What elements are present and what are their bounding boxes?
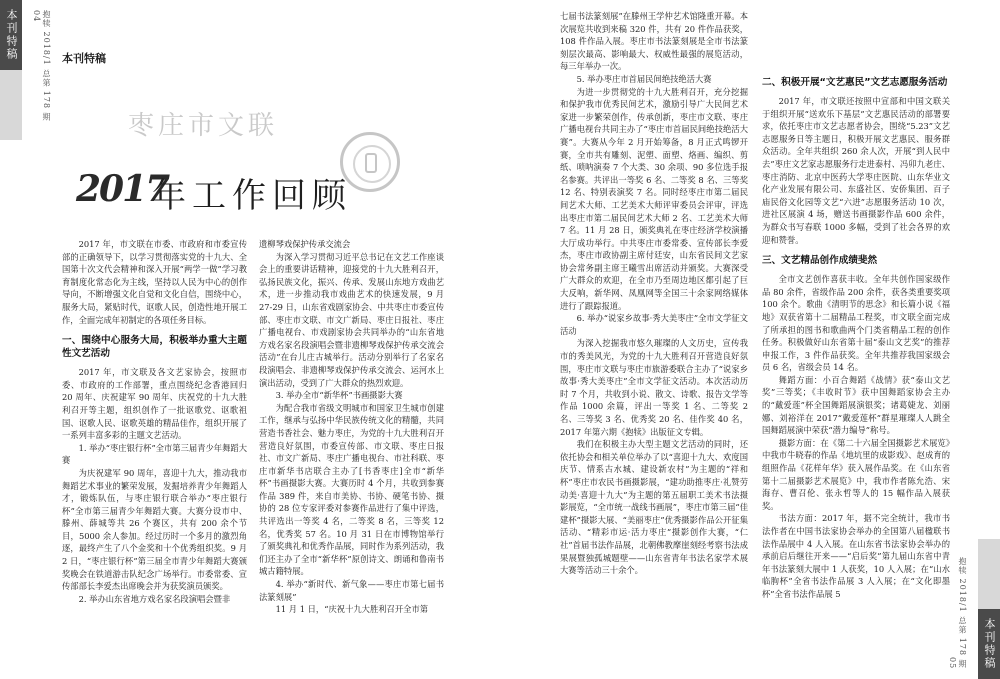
paragraph: 为配合我市省级文明城市和国家卫生城市创建工作，继承与弘扬中华民族传统文化的精髓，共同营造书香社会、魅力枣庄，为党的十九大胜利召开营造良好氛围，市委宣传部、市文联、枣庄日报社、市文广新局、枣庄广播电视台、市社科联、枣庄市新华书店联合主办了[书香枣庄]全市“新华杯”书画摄影大赛。大赛历时 4 个月，共收到参赛作品 389 件，来自市美协、书协、硬笔书协、摄协的 28 位专家评委对参赛作品进行了集中评选，共评选出一等奖 4 名，二等奖 8 名，三等奖 12 名，优秀奖 57 名。10 月 31 日在市博物馆举行了颁奖典礼和优秀作品展，同时作为系列活动，我们还主办了全市“新华杯”原创诗文、朗诵和鲁南书城古籍特展。 <box>259 402 444 577</box>
paragraph: 摄影方面：在《第二十六届全国摄影艺术展览》中我市牛晓春的作品《地坑里的成影戏》、赵成育的组照作品《花样年华》获入展作品奖。在《山东省第十二届摄影艺术展览》中，我市作者陈允浩、宋海存、曹召伦、张永哲等人的 15 幅作品入展获奖。 <box>762 437 950 511</box>
left-side-tab-label: 本刊特稿 <box>0 0 22 70</box>
paragraph: 全市文艺创作喜获丰收。全年共创作国家级作品 80 余件，省级作品 200 余件，获各类重要奖项 100 余个。歌曲《清明节的思念》和长篇小说《福地》双获省第十二届精品工程奖，市文联全面完成了所承担的图书和歌曲两个门类省精品工程的创作任务。积极做好山东省第十届“泰山文艺奖”的推荐申报工作，3 件作品获奖。全年共推荐我国家级会员 6 名，省级会员 14 名。 <box>762 274 950 373</box>
left-page-number: 04 <box>32 10 41 23</box>
column-label: 本刊特稿 <box>62 52 106 65</box>
section-heading-3: 三、文艺精品创作成绩斐然 <box>762 255 878 267</box>
paragraph: 2017 年，市文联及各文艺家协会，按照市委、市政府的工作部署，重点围绕纪念香港回归 20 周年、庆祝建军 90 周年、庆祝党的十九大胜利召开等主题，组织创作了一批讴歌党、讴歌祖国、讴歌人民、讴歌英雄的精品佳作，组织开展了一系列丰富多彩的主题文艺活动。 <box>62 367 247 441</box>
left-page-meta <box>32 10 52 130</box>
right-page-meta <box>948 549 968 669</box>
article-year: 2017 <box>76 168 169 210</box>
paragraph: 2017 年，市文联还按照中宣部和中国文联关于组织开展“送欢乐下基层”文艺惠民活动的部署要求，依托枣庄市文艺志愿者协会，围绕“5.23”文艺志愿服务日等主题日，积极开展文艺惠民、服务群众活动。全年共组织 260 余人次，开展“到人民中去”枣庄文艺家志愿服务行走进泰村、冯卯九老庄、枣庄消防、北京中医药大学枣庄医院、山东华业文化产业发展有限公司、东盛社区、安侨集团、百子庙民俗文化园等文艺“六进”志愿服务活动 10 次，进社区展演 4 场，赠送书画摄影作品 600 余件，为群众书写春联 1000 多幅，受到了社会各界的欢迎和赞誉。 <box>762 96 950 245</box>
sub-heading: 6. 举办“说家乡故事·秀大美枣庄”全市文学征文活动 <box>560 313 748 336</box>
sub-heading: 4. 举办“新时代、新气象——枣庄市第七届书法篆刻展” <box>259 579 444 602</box>
text-column-3 <box>560 10 748 665</box>
paragraph: 为深入学习贯彻习近平总书记在文艺工作座谈会上的重要讲话精神，迎接党的十九大胜利召开，弘扬民族文化，振兴、传承、发展山东地方戏曲艺术，进一步推动我市戏曲艺术的快速发展，9 月 27-29 日，山东省戏剧家协会、中共枣庄市委宣传部、枣庄市文联、市文广新局、枣庄日报社、枣庄广播电视台、市戏剧家协会共同举办的“山东省地方戏名家名段演唱会暨非遗柳琴戏保护传承交流会活动”在台儿庄古城举行。活动分别举行了名家名段演唱会、非遗柳琴戏保护传承交流会、运河水上演出活动，受到了广大群众的热烈欢迎。 <box>259 251 444 388</box>
article-title: 年工作回顾 <box>152 176 352 216</box>
paragraph: 舞蹈方面：小百合舞蹈《战情》获“泰山文艺奖”三等奖；《丰收时节》获中国舞蹈家协会主办的“戴爱莲”杯全国舞蹈展演银奖；诸葛婕龙、刘丽娜、刘裕洋在 2017“戴爱莲杯”群星璀璨人人跳全国舞蹈展演中荣获“潜力编导”称号。 <box>762 374 950 436</box>
sub-heading: 1. 举办“枣庄银行杯”全市第三届青少年舞蹈大赛 <box>62 442 247 466</box>
text-column-1 <box>62 238 247 658</box>
sub-heading: 2. 举办山东省地方戏名家名段演唱会暨非 <box>78 593 231 604</box>
right-side-tab <box>978 539 1000 679</box>
right-side-tab-label: 本刊特稿 <box>978 609 1000 679</box>
article-org: 枣庄市文联 <box>128 111 279 141</box>
left-page-issue: 抱犊 2018/1 总第 178 期 <box>42 10 51 122</box>
paragraph: 遗柳琴戏保护传承交流会 <box>259 239 351 249</box>
paragraph: 书法方面：2017 年，据不完全统计，我市书法作者在中国书法家协会举办的全国第八届楹联书法作品展中 4 人入展。在山东省书法家协会举办的承前启后继往开来——“启后奖”第九届山东省中青年书法篆刻大展中 1 人获奖，10 人入展；在“山水临朐杯”全省书法作品展 3 人入展；在“文化即墨杯”全省书法作品展 5 <box>762 513 950 599</box>
paragraph: 为进一步贯彻党的十九大胜利召开，充分挖掘和保护我市优秀民间艺术，激励引导广大民间艺术家进一步繁荣创作，传承创新，枣庄市文联、枣庄广播电视台共同主办了“枣庄市首届民间绝技绝活大赛”。大赛从今年 2 月开始筹备，8 月正式鸣锣开赛，全市共有雕刻、泥塑、面塑、烙画、编织、剪纸、唢呐演奏 7 个大类、30 余项、90 多位选手报名参赛。共评出一等奖 6 名、二等奖 8 名、三等奖 12 名、特别表演奖 7 名。同时经枣庄市第二届民间艺术大师、工艺美术大师评审委员会评审，评选出枣庄市第二届民间艺术大师 2 名、工艺美术大师 7 名。11 月 28 日，颁奖典礼在枣庄经济学校演播大厅成功举行。中共枣庄市委常委、宣传部长李爱杰，枣庄市政协副主席付廷安，山东省民间文艺家协会常务副主席王曦雪出席活动并颁奖。大赛深受广大群众的欢迎，在全市乃至周边地区都引起了巨大反响，新华网、凤凰网等全国三十余家网络媒体进行了跟踪报道。 <box>560 86 748 311</box>
sub-heading: 3. 举办全市“新华杯”书画摄影大赛 <box>275 390 403 401</box>
paragraph: 11 月 1 日，“庆祝十九大胜利召开全市第 <box>275 604 429 615</box>
left-side-tab <box>0 0 22 140</box>
paragraph: 七届书法篆刻展”在滕州王学仲艺术馆隆重开幕。本次展览共收到来稿 320 件，共有 20 件作品获奖，108 件作品入展。枣庄市书法篆刻展是全市书法篆刻层次最高、影响最大、权威性最强的展览活动，每三年举办一次。 <box>560 11 748 72</box>
paragraph: 为庆祝建军 90 周年，喜迎十九大，推动我市舞蹈艺术事业的繁荣发展，发掘培养青少年舞蹈人才，锻炼队伍，与枣庄银行联合举办“枣庄银行杯”全市第三届青少年舞蹈大赛。大赛分设市中、滕州、薛城等共 26 个赛区，共有 200 余个节目，5000 余人参加。经过历时一个多月的激烈角逐，最终产生了八个金奖和十个优秀组织奖。9 月 2 日，“枣庄银行杯”第三届全市青少年舞蹈大赛颁奖晚会在铁道游击队纪念广场举行。市委常委、宣传部部长李爱杰出席晚会并为获奖演员颁奖。 <box>62 467 247 592</box>
sub-heading: 5. 举办枣庄市首届民间绝技绝活大赛 <box>576 73 712 84</box>
text-column-4 <box>762 76 950 666</box>
paragraph: 我们在积极主办大型主题文艺活动的同时，还依托协会和相关单位举办了以“喜迎十九大、欢度国庆节、情系古水城、建设新农村”为主题的“祥和杯”枣庄市农民书画摄影展，“建功助推枣庄·礼赞劳动美·喜迎十九大”为主题的第五届职工美术书法摄影展览，“全市统一战线书画展”，枣庄市第三届“佳建杯”摄影大展、“美丽枣庄”优秀摄影作品公开征集活动、“精彩市运·活力枣庄”摄影创作大赛，“仁社”首届书法作品展，北朝佛教摩崖刻经考察书法成果展暨独孤城题壁——山东省青年书法名家学术展大赛等活动三十余个。 <box>560 439 748 576</box>
right-page-number: 05 <box>948 656 957 669</box>
right-page-issue: 抱犊 2018/1 总第 178 期 <box>958 557 967 669</box>
text-column-2 <box>259 238 444 668</box>
section-heading-2: 二、积极开展“文艺惠民”文艺志愿服务活动 <box>762 77 948 88</box>
paragraph: 2017 年，市文联在市委、市政府和市委宣传部的正确领导下，以学习贯彻落实党的十九大、全国第十次文代会精神和深入开展“两学一做”学习教育制度化常态化为主线，坚持以人民为中心的创作导向，不断增强文化自觉和文化自信，围绕中心，服务大局，紧贴时代，讴歌人民，创造性地开展工作，全面完成年初制定的各项任务目标。 <box>62 239 247 325</box>
section-heading-1: 一、围绕中心服务大局，积极举办重大主题性文艺活动 <box>62 335 247 360</box>
paragraph: 为深入挖掘我市悠久璀璨的人文历史，宣传我市的秀美风光，为党的十九大胜利召开营造良好氛围，枣庄市文联与枣庄市旅游委联合主办了“说家乡故事·秀大美枣庄”全市文学征文活动。本次活动历时 7 个月，共收到小说、散文、诗歌、报告文学等作品 1000 余篇，评出一等奖 1 名、二等奖 2 名、三等奖 3 名、优秀奖 20 名、佳作奖 40 名，2017 年第六期《抱犊》出版征文专辑。 <box>560 338 748 437</box>
